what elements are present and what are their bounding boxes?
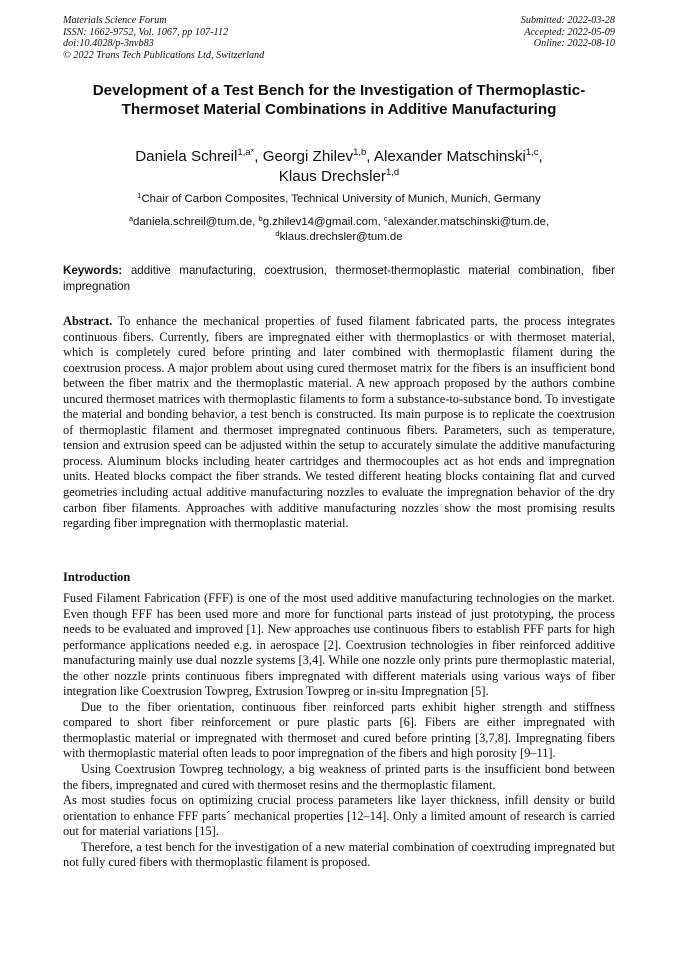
issn-volume: ISSN: 1662-9752, Vol. 1067, pp 107-112: [63, 26, 229, 38]
paper-title: Development of a Test Bench for the Investigation of Thermoplastic-Thermoset Material Combinations in Additive Manufacturing: [92, 82, 586, 118]
keywords-label: Keywords:: [63, 264, 123, 277]
abstract-label: Abstract.: [63, 314, 113, 328]
email[interactable]: $^b$g.zhilev14@gmail.com: [258, 214, 378, 228]
journal-name: Materials Science Forum: [63, 15, 167, 26]
online-date: Online: 2022-08-10: [533, 38, 615, 50]
paragraph: Fused Filament Fabrication (FFF) is one of the most used additive manufacturing technologies on the market. Even though FFF has been used more and more for functional parts instead of just prototyping, the process needs to be evaluated and improved [1]. New approaches use continuous fibers to establish FFF parts for high performance applications needed e.g. in aerospace [2]. Coextrusion technologies in fiber reinforced additive manufacturing mainly use dual nozzle systems [3,4]. While one nozzle only prints pure thermoplastic material, the other nozzle prints continuous fibers impregnated with different materials using various ways of fiber integration like Coextrusion Towpreg, Extrusion Towpreg or in-situ Impregnation [5].: [63, 591, 615, 699]
abstract: [63, 314, 615, 532]
email[interactable]: $^d$klaus.drechsler@tum.de: [275, 228, 403, 243]
keywords-text: additive manufacturing, coextrusion, thermoset-thermoplastic material combination, fiber impregnation: [63, 264, 615, 293]
email[interactable]: $^c$alexander.matschinski@tum.de: [383, 214, 547, 228]
dates-header: [521, 15, 615, 50]
paragraph: Therefore, a test bench for the investigation of a new material combination of coextruding impregnated but not fully cured fibers with thermoplastic filament is proposed.: [63, 839, 615, 870]
introduction-body: [63, 591, 615, 871]
doi[interactable]: doi:10.4028/p-3nvb83: [63, 38, 154, 50]
author: Daniela Schreil$^{1,a*}$,: [135, 147, 263, 165]
section-heading-introduction: Introduction: [63, 570, 131, 584]
author-list: [63, 147, 615, 186]
paragraph: As most studies focus on optimizing crucial process parameters like layer thickness, infill density or build orientation to enhance FFF parts´ mechanical properties [12–14]. Only a limited amount of research is carried out for material variations [15].: [63, 793, 615, 839]
paragraph: Using Coextrusion Towpreg technology, a big weakness of printed parts is the insufficient bond between the fibers, impregnated and cured with thermoset resins and the thermoplastic filament.: [63, 762, 615, 792]
author: Alexander Matschinski$^{1,c}$,: [373, 147, 543, 165]
email-list: $^a$daniela.schreil@tum.de, $^b$g.zhilev14@gmail.com, $^c$alexander.matschinski@tum.de, $^d$klaus.drechsler@tum.de: [128, 214, 550, 243]
copyright: © 2022 Trans Tech Publications Ltd, Switzerland: [63, 49, 265, 61]
submitted-date: Submitted: 2022-03-28: [520, 15, 615, 26]
email[interactable]: $^a$daniela.schreil@tum.de: [128, 214, 253, 228]
abstract-text: To enhance the mechanical properties of fused filament fabricated parts, the process integrates continuous fibers. Currently, fibers are impregnated either with thermoplastics or with thermoset material, which is completely cured before printing and later combined with thermoplastic filament during the coextrusion process. A major problem about using cured thermoset matrix for the fibers is an insufficient bond between the fiber matrix and the thermoplastic material. A new approach proposed by the authors combine uncured thermoset matrices with thermoplastic filaments to form a substance-to-substance bond. To investigate the material and bonding behavior, a test bench is constructed. Its main purpose is to replicate the coextrusion of thermoplastic filament and thermoset impregnated continuous fibers. Parameters, such as temperature, tension and extrusion speed can be adjusted within the setup to accurately simulate the additive manufacturing process. Aluminum blocks including heater cartridges and thermocouples act as hot ends and impregnation units. Heated blocks compact the fiber strands. We tested different heating blocks containing flat and curved geometries including actual additive manufacturing nozzles to evaluate the impregnation behavior of the dry carbon fiber filaments. Approaches with additive manufacturing nozzles show the most promising results regarding fiber impregnation with thermoplastic material.: [63, 314, 616, 531]
keywords: [63, 263, 615, 294]
accepted-date: Accepted: 2022-05-09: [524, 26, 615, 38]
affiliation: $^1$Chair of Carbon Composites, Technical University of Munich, Munich, Germany: [137, 191, 541, 205]
paragraph: Due to the fiber orientation, continuous fiber reinforced parts exhibit higher strength and stiffness compared to short fiber reinforcement or pure plastic parts [6]. Fibers are either impregnated with thermoplastic material or impregnated with thermoset and cured before printing [3,7,8]. Impregnating fibers with thermoplastic material often leads to poor impregnation of the fibers and high porosity [9–11].: [63, 699, 615, 761]
author: Klaus Drechsler$^{1,d}$: [278, 166, 400, 185]
author: Georgi Zhilev$^{1,b}$,: [262, 147, 374, 165]
journal-header: [63, 15, 264, 61]
